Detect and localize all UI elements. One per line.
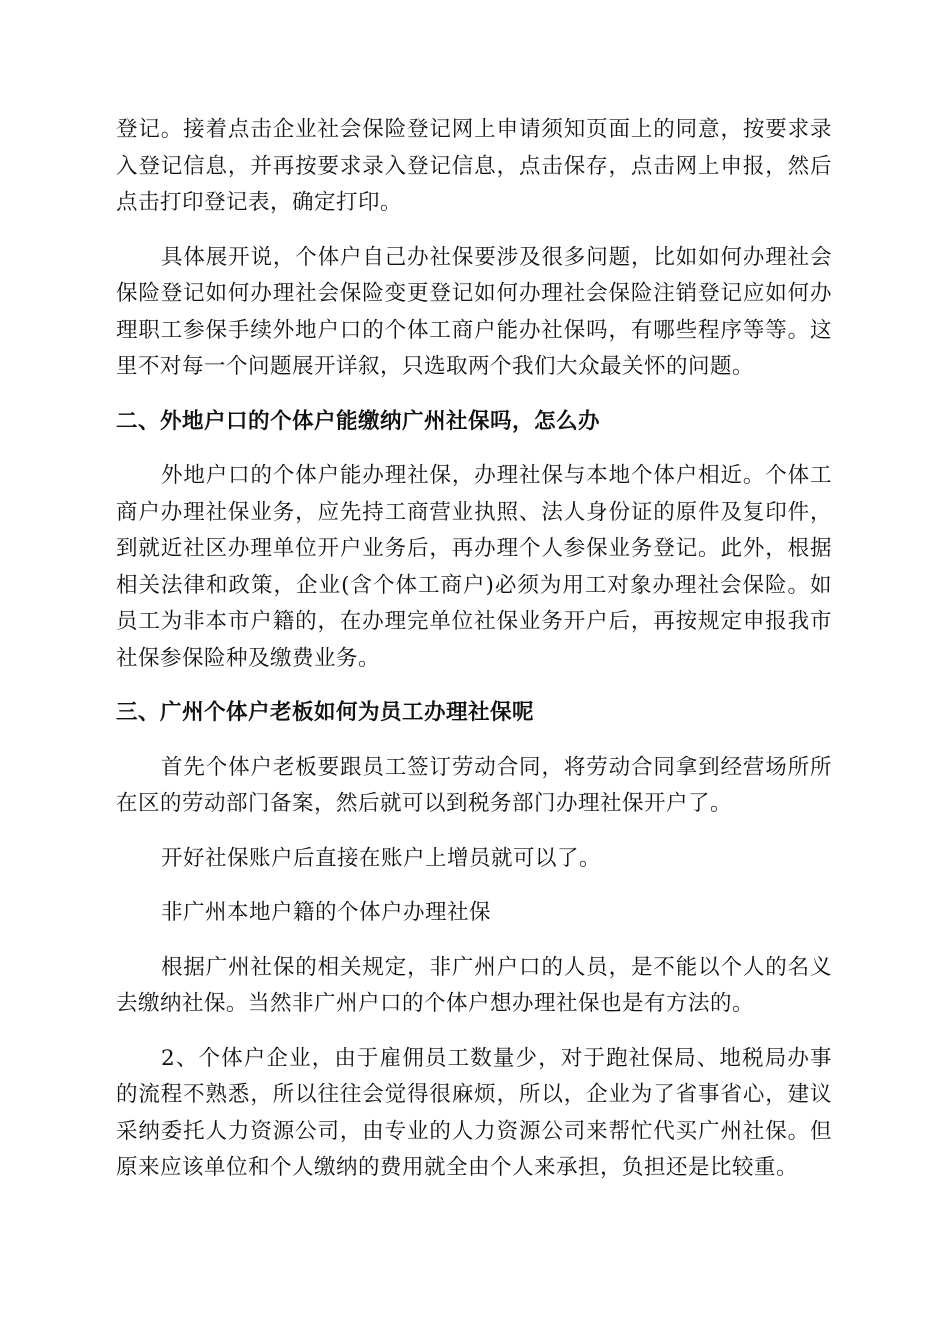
paragraph-regulation: 根据广州社保的相关规定，非广州户口的人员，是不能以个人的名义去缴纳社保。当然非广州户口的个体户想办理社保也是有方法的。	[116, 954, 832, 1016]
paragraph-overview: 具体展开说，个体户自己办社保要涉及很多问题，比如如何办理社会保险登记如何办理社会保险变更登记如何办理社会保险注销登记应如何办理职工参保手续外地户口的个体工商户能办社保吗，有哪些程序等等。这里不对每一个问题展开详叙，只选取两个我们大众最关怀的问题。	[116, 244, 832, 379]
paragraph-subtitle-nonlocal: 非广州本地户籍的个体户办理社保	[161, 900, 492, 925]
paragraph-add-employee: 开好社保账户后直接在账户上增员就可以了。	[161, 845, 602, 871]
document-body	[116, 112, 832, 1205]
paragraph-nonlocal-eligibility: 外地户口的个体户能办理社保，办理社保与本地个体户相近。个体工商户办理社保业务，应先持工商营业执照、法人身份证的原件及复印件，到就近社区办理单位开户业务后，再办理个人参保业务登记。此外，根据相关法律和政策，企业(含个体工商户)必须为用工对象办理社会保险。如员工为非本市户籍的，在办理完单位社保业务开户后，再按规定申报我市社保参保险种及缴费业务。	[116, 463, 832, 671]
paragraph-hr-agency: 2、个体户企业，由于雇佣员工数量少，对于跑社保局、地税局办事的流程不熟悉，所以往往会觉得很麻烦，所以，企业为了省事省心，建议采纳委托人力资源公司，由专业的人力资源公司来帮忙代买广州社保。但原来应该单位和个人缴纳的费用就全由个人来承担，负担还是比较重。	[116, 1045, 832, 1180]
section-heading-2: 二、外地户口的个体户能缴纳广州社保吗，怎么办	[116, 408, 601, 434]
paragraph-registration-steps: 登记。接着点击企业社会保险登记网上申请须知页面上的同意，按要求录入登记信息，并再按要求录入登记信息，点击保存，点击网上申报，然后点击打印登记表，确定打印。	[116, 117, 832, 215]
section-heading-3: 三、广州个体户老板如何为员工办理社保呢	[116, 700, 535, 725]
paragraph-labor-contract: 首先个体户老板要跟员工签订劳动合同，将劳动合同拿到经营场所所在区的劳动部门备案，然后就可以到税务部门办理社保开户了。	[116, 754, 832, 816]
